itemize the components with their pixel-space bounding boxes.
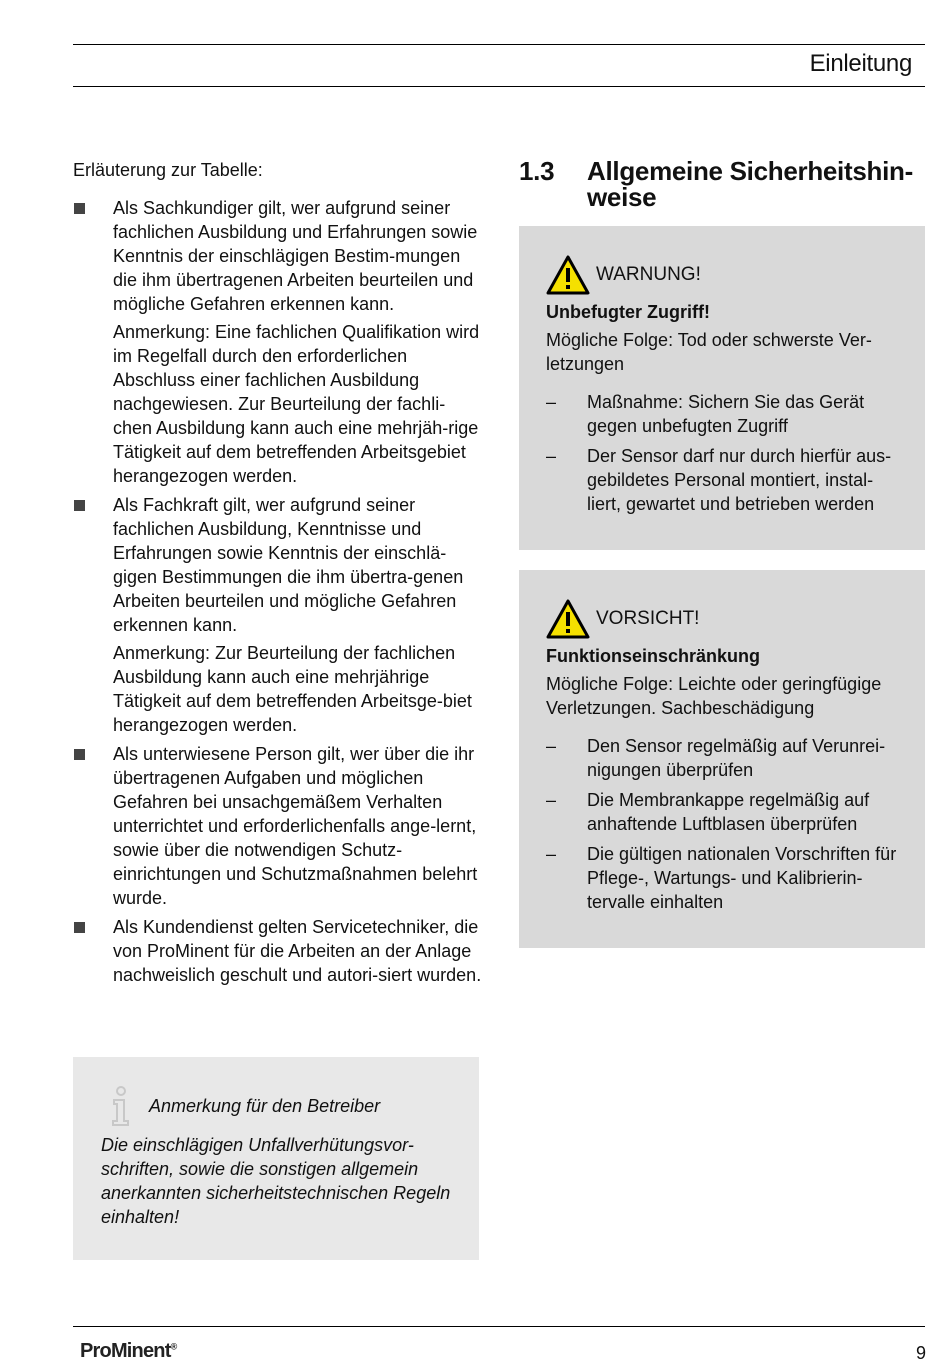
caution-measure <box>546 788 907 836</box>
operator-note-header <box>101 1085 459 1127</box>
caution-consequence: Mögliche Folge: Leichte oder geringfügige Verletzungen. Sachbeschädigung <box>546 674 882 718</box>
right-column <box>519 158 925 968</box>
operator-note-text: Die einschlägigen Unfallverhütungsvor-schriften, sowie die sonstigen allgemein anerkannten sicherheitstechnischen Regeln einhalten! <box>101 1135 451 1227</box>
prominent-logo <box>80 1340 177 1363</box>
bullet-square-icon <box>74 203 85 214</box>
section-heading <box>519 158 925 210</box>
caution-measure <box>546 734 907 782</box>
warning-measure <box>546 390 907 438</box>
caution-measure-text: Die Membrankappe regelmäßig auf anhaftende Luftblasen überprüfen <box>587 790 870 834</box>
caution-hazard: Funktionseinschränkung <box>546 646 761 666</box>
caution-measure-text: Den Sensor regelmäßig auf Verunrei-nigungen überprüfen <box>587 736 886 780</box>
info-icon <box>101 1085 141 1127</box>
bullet-square-icon <box>74 749 85 760</box>
page-header-title: Einleitung <box>809 50 912 77</box>
caution-measure-text: Die gültigen nationalen Vorschriften für Pflege-, Wartungs- und Kalibrierin-tervalle einhalten <box>587 844 897 912</box>
caution-measure <box>546 842 907 914</box>
table-explanation-intro: Erläuterung zur Tabelle: <box>73 160 263 180</box>
operator-note-box <box>73 1057 479 1260</box>
warning-signal-row <box>546 254 907 296</box>
warning-measure <box>546 444 907 516</box>
list-item <box>73 196 483 488</box>
warning-consequence: Mögliche Folge: Tod oder schwerste Ver-letzungen <box>546 330 872 374</box>
operator-note-title: Anmerkung für den Betreiber <box>149 1095 381 1116</box>
left-column <box>73 158 483 992</box>
section-title: Allgemeine Sicherheitshin-weise <box>587 156 913 212</box>
caution-signal-row <box>546 598 907 640</box>
dash-marker: – <box>546 844 557 864</box>
dash-marker: – <box>546 790 557 810</box>
list-item-note: Anmerkung: Eine fachlichen Qualifikation wird im Regelfall durch den erforderlichen Abschluss einer fachlichen Ausbildung nachgewiesen. Zur Beurteilung der fachli-chen Ausbildung kann auch eine mehrjäh-rige Tätigkeit auf dem betreffenden Arbeitsgebiet herangezogen werden. <box>113 322 480 486</box>
page-number: 9 <box>915 1343 926 1363</box>
list-item-text: Als Sachkundiger gilt, wer aufgrund seiner fachlichen Ausbildung und Erfahrungen sowie Kenntnis der einschlägigen Bestim-mungen die ihm übertragenen Arbeiten beurteilen und mögliche Gefahren erkennen kann. <box>113 198 478 314</box>
dash-marker: – <box>546 736 557 756</box>
header-rule-top <box>73 44 925 45</box>
warning-triangle-icon <box>546 599 590 639</box>
list-item-note: Anmerkung: Zur Beurteilung der fachlichen Ausbildung kann auch eine mehrjährige Tätigkeit auf dem betreffenden Arbeitsge-biet herangezogen werden. <box>113 643 472 735</box>
caution-box <box>519 570 925 948</box>
dash-marker: – <box>546 446 557 466</box>
bullet-square-icon <box>74 922 85 933</box>
logo-text: ProMinent <box>80 1340 171 1362</box>
warning-box <box>519 226 925 550</box>
warning-measure-text: Maßnahme: Sichern Sie das Gerät gegen unbefugten Zugriff <box>587 392 865 436</box>
warning-signal-word: WARNUNG! <box>596 264 701 285</box>
bullet-square-icon <box>74 500 85 511</box>
list-item-text: Als Kundendienst gelten Servicetechniker, die von ProMinent für die Arbeiten an der Anlage nachweislich geschult und autori-siert wurden. <box>113 917 482 985</box>
list-item <box>73 742 483 910</box>
warning-hazard: Unbefugter Zugriff! <box>546 302 710 322</box>
list-item-text: Als unterwiesene Person gilt, wer über die ihr übertragenen Aufgaben und möglichen Gefahren bei unsachgemäßem Verhalten unterrichtet und erforderlichenfalls ange-lernt, sowie über die notwendigen Schutz-einrichtungen und Schutzmaßnahmen belehrt wurde. <box>113 744 478 908</box>
list-item <box>73 493 483 737</box>
list-item-text: Als Fachkraft gilt, wer aufgrund seiner fachlichen Ausbildung, Kenntnisse und Erfahrungen sowie Kenntnis der einschlä-gigen Bestimmungen die ihm übertra-genen Arbeiten beurteilen und mögliche Gefahren erkennen kann. <box>113 495 464 635</box>
caution-signal-word: VORSICHT! <box>596 608 700 629</box>
header-rule-bottom <box>73 86 925 87</box>
logo-registered-mark: ® <box>170 1341 178 1352</box>
warning-triangle-icon <box>546 255 590 295</box>
footer-rule <box>73 1326 925 1327</box>
warning-measure-text: Der Sensor darf nur durch hierfür aus-gebildetes Personal montiert, instal-liert, gewartet und betrieben werden <box>587 446 892 514</box>
dash-marker: – <box>546 392 557 412</box>
list-item <box>73 915 483 987</box>
section-number: 1.3 <box>519 156 555 186</box>
